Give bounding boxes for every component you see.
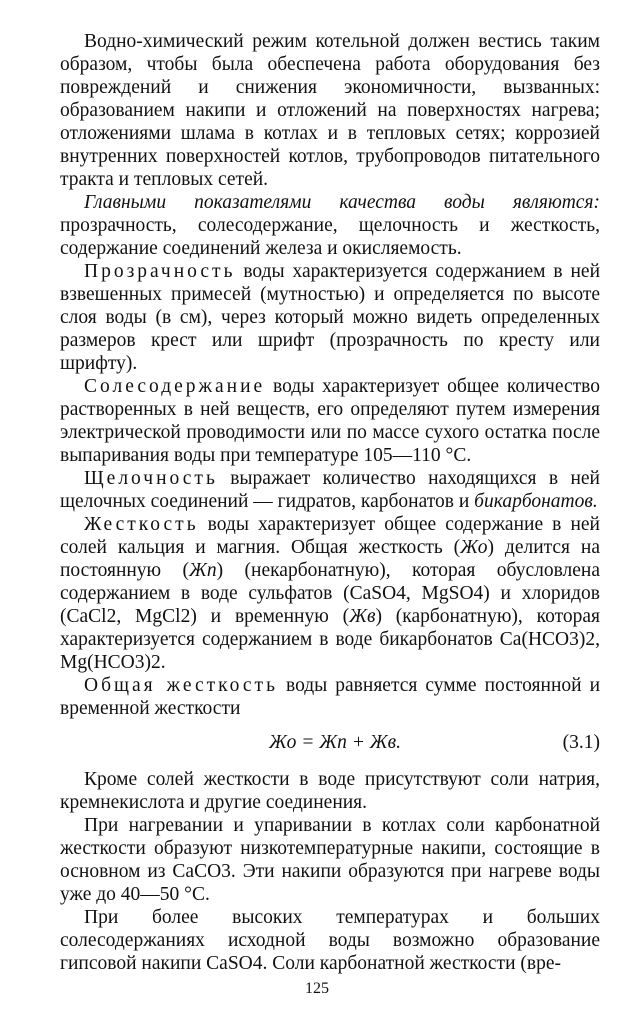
transparency-text: воды характеризуется содержанием в ней взвешенных примесей (мутностью) и определяется по высоте слоя воды (в см), через который можно видеть определенных размеров крест или шрифт (прозрачность по кресту или шрифту). — [60, 261, 600, 374]
alkalinity-bicarbonates: бикарбонатов. — [474, 491, 598, 512]
document-page — [60, 30, 600, 975]
paragraph-alkalinity — [60, 467, 600, 513]
hardness-text-b: ) делится на постоянную ( — [60, 537, 600, 581]
paragraph-quality-indicators — [60, 191, 600, 260]
formula-chlorides: CaCl2, MgCl2 — [66, 606, 191, 627]
symbol-temporary-hardness: Жв — [349, 606, 376, 627]
gypsum-scale-text-a: При более высоких температурах и больших солесодержаниях исходной воды возможно образование гипсовой накипи — [60, 907, 600, 974]
low-temp-scale-text-b: . Эти накипи образуются при нагреве воды уже до 40—50 °C. — [60, 861, 600, 905]
term-transparency: Прозрачность — [84, 261, 236, 282]
formula-sulfates: CaSO4, MgSO4 — [349, 583, 484, 604]
hardness-text-c: ) (некарбонатную), которая обусловлена содержанием в воде сульфатов ( — [60, 560, 601, 604]
quality-indicators-heading: Главными показателями качества воды являются: — [84, 192, 600, 213]
equation-total-hardness: Жо = Жп + Жв. — [269, 731, 401, 753]
term-hardness: Жесткость — [84, 514, 199, 535]
formula-caso4: CaSO4 — [206, 953, 263, 974]
paragraph-salt-content — [60, 375, 600, 467]
term-alkalinity: Щелочность — [84, 468, 218, 489]
paragraph-low-temp-scale — [60, 814, 600, 906]
formula-caco3: CaCO3 — [172, 861, 231, 882]
term-salt-content: Солесодержание — [84, 376, 266, 397]
hardness-text-d: ) и хлоридов ( — [60, 583, 600, 627]
hardness-text-end: . — [160, 652, 166, 673]
hardness-text-e: ) и временную ( — [190, 606, 350, 627]
hardness-text-f: ) (карбонатную), которая характеризуется содержанием в воде бикарбонатов — [60, 606, 600, 650]
paragraph-water-chemistry-regime: Водно-химический режим котельной должен вестись таким образом, чтобы была обеспечена работа оборудования без повреждений и снижения экономичности, вызванных: образованием накипи и отложений на поверхностях нагрева; отложениями шлама в котлах и в тепловых сетях; коррозией внутренних поверхностей котлов, трубопроводов питательного тракта и тепловых сетей. — [60, 31, 600, 190]
paragraph-hardness — [60, 513, 600, 674]
paragraph-total-hardness — [60, 674, 600, 720]
quality-indicators-list: прозрачность, солесодержание, щелочность и жесткость, содержание соединений железа и окисляемость. — [60, 215, 600, 259]
symbol-permanent-hardness: Жп — [189, 560, 217, 581]
symbol-total-hardness: Жо — [460, 537, 488, 558]
low-temp-scale-text-a: При нагревании и упаривании в котлах соли карбонатной жесткости образуют низкотемпературные накипи, состоящие в основном из — [60, 815, 600, 882]
gypsum-scale-text-b: . Соли карбонатной жесткости (вре- — [262, 953, 561, 974]
paragraph-other-salts: Кроме солей жесткости в воде присутствуют соли натрия, кремнекислота и другие соединения. — [60, 769, 600, 813]
paragraph-transparency — [60, 260, 600, 375]
total-hardness-text: воды равняется сумме постоянной и временной жесткости — [60, 675, 601, 719]
equation-row — [60, 722, 600, 762]
equation-number: (3.1) — [562, 731, 600, 753]
paragraph-gypsum-scale — [60, 906, 600, 975]
formula-bicarbonates: Ca(HCO3)2, Mg(HCO3)2 — [60, 629, 600, 673]
salt-content-text: воды характеризует общее количество растворенных в ней веществ, его определяют путем измерения электрической проводимости или по массе сухого остатка после выпаривания воды при температуре 105—110 °C. — [60, 376, 600, 466]
term-total-hardness: Общая жесткость — [84, 675, 278, 696]
hardness-text-a: воды характеризует общее содержание в ней солей кальция и магния. Общая жесткость ( — [60, 514, 600, 558]
alkalinity-text: выражает количество находящихся в ней щелочных соединений — гидратов, карбонатов и — [60, 468, 600, 512]
page-number: 125 — [305, 980, 329, 997]
